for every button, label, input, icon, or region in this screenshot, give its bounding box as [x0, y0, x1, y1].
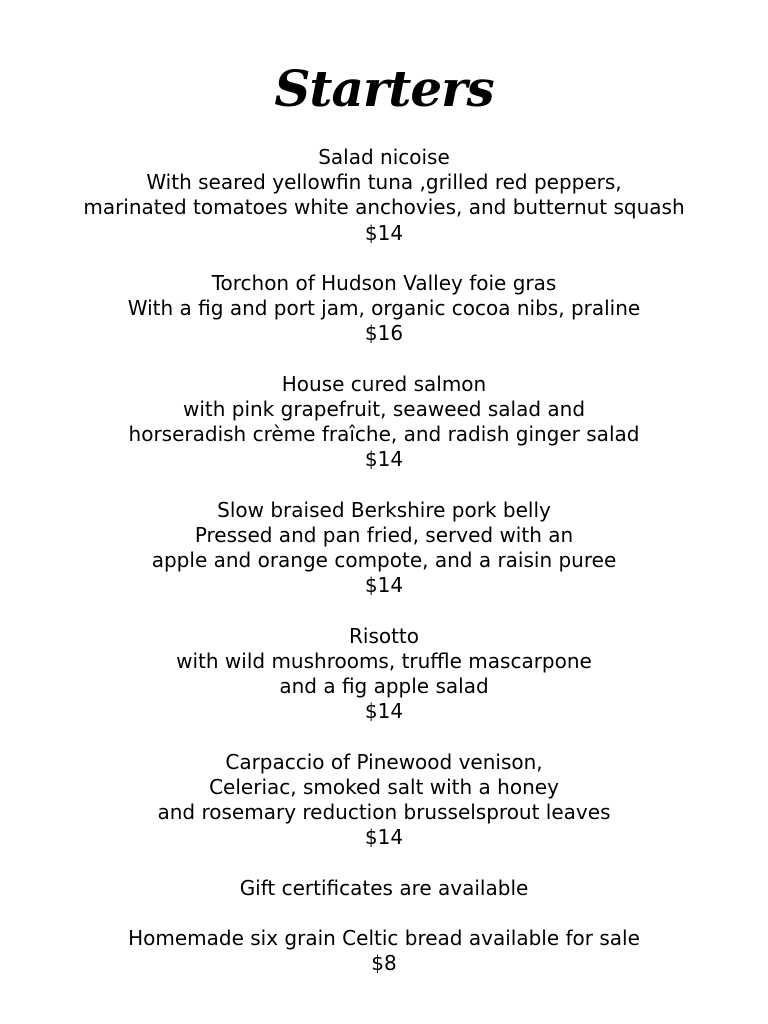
menu-item	[0, 750, 768, 851]
item-name: Slow braised Berkshire pork belly	[217, 497, 551, 522]
item-description: marinated tomatoes white anchovies, and butternut squash	[83, 195, 685, 220]
item-price: $14	[364, 825, 404, 850]
item-description: and a fig apple salad	[279, 674, 489, 699]
item-price: $16	[364, 321, 404, 346]
item-name: Risotto	[348, 623, 420, 648]
item-description: with pink grapefruit, seaweed salad and	[182, 397, 586, 421]
menu-item	[0, 271, 768, 347]
item-description: Celeriac, smoked salt with a honey	[209, 775, 559, 799]
item-price: $14	[364, 220, 404, 245]
menu-item	[0, 372, 768, 473]
item-description: With a fig and port jam, organic cocoa nibs, praline	[127, 296, 641, 321]
item-price: $14	[364, 447, 404, 472]
item-price: $14	[364, 573, 404, 598]
menu-items	[0, 145, 768, 977]
bread-text: Homemade six grain Celtic bread available for sale	[128, 926, 640, 951]
menu-item	[0, 498, 768, 599]
item-description: With seared yellowfin tuna ,grilled red peppers,	[146, 170, 622, 195]
item-price: $14	[364, 699, 404, 724]
gift-certificate-note	[0, 876, 768, 901]
page-title: Starters	[274, 59, 494, 118]
item-name: Carpaccio of Pinewood venison,	[225, 749, 543, 774]
menu-item	[0, 145, 768, 246]
item-description: and rosemary reduction brusselsprout leaves	[157, 800, 611, 825]
item-description: Pressed and pan fried, served with an	[194, 523, 574, 547]
item-description: apple and orange compote, and a raisin puree	[151, 548, 617, 573]
item-description: with wild mushrooms, truffle mascarpone	[176, 649, 592, 673]
item-description: horseradish crème fraîche, and radish ginger salad	[128, 422, 640, 447]
item-name: Salad nicoise	[318, 145, 450, 169]
bread-price: $8	[371, 951, 397, 976]
bread-offer	[0, 926, 768, 976]
gift-note-text: Gift certificates are available	[239, 875, 529, 900]
item-name: Torchon of Hudson Valley foie gras	[211, 271, 557, 295]
menu-item	[0, 624, 768, 725]
item-name: House cured salmon	[281, 371, 487, 396]
